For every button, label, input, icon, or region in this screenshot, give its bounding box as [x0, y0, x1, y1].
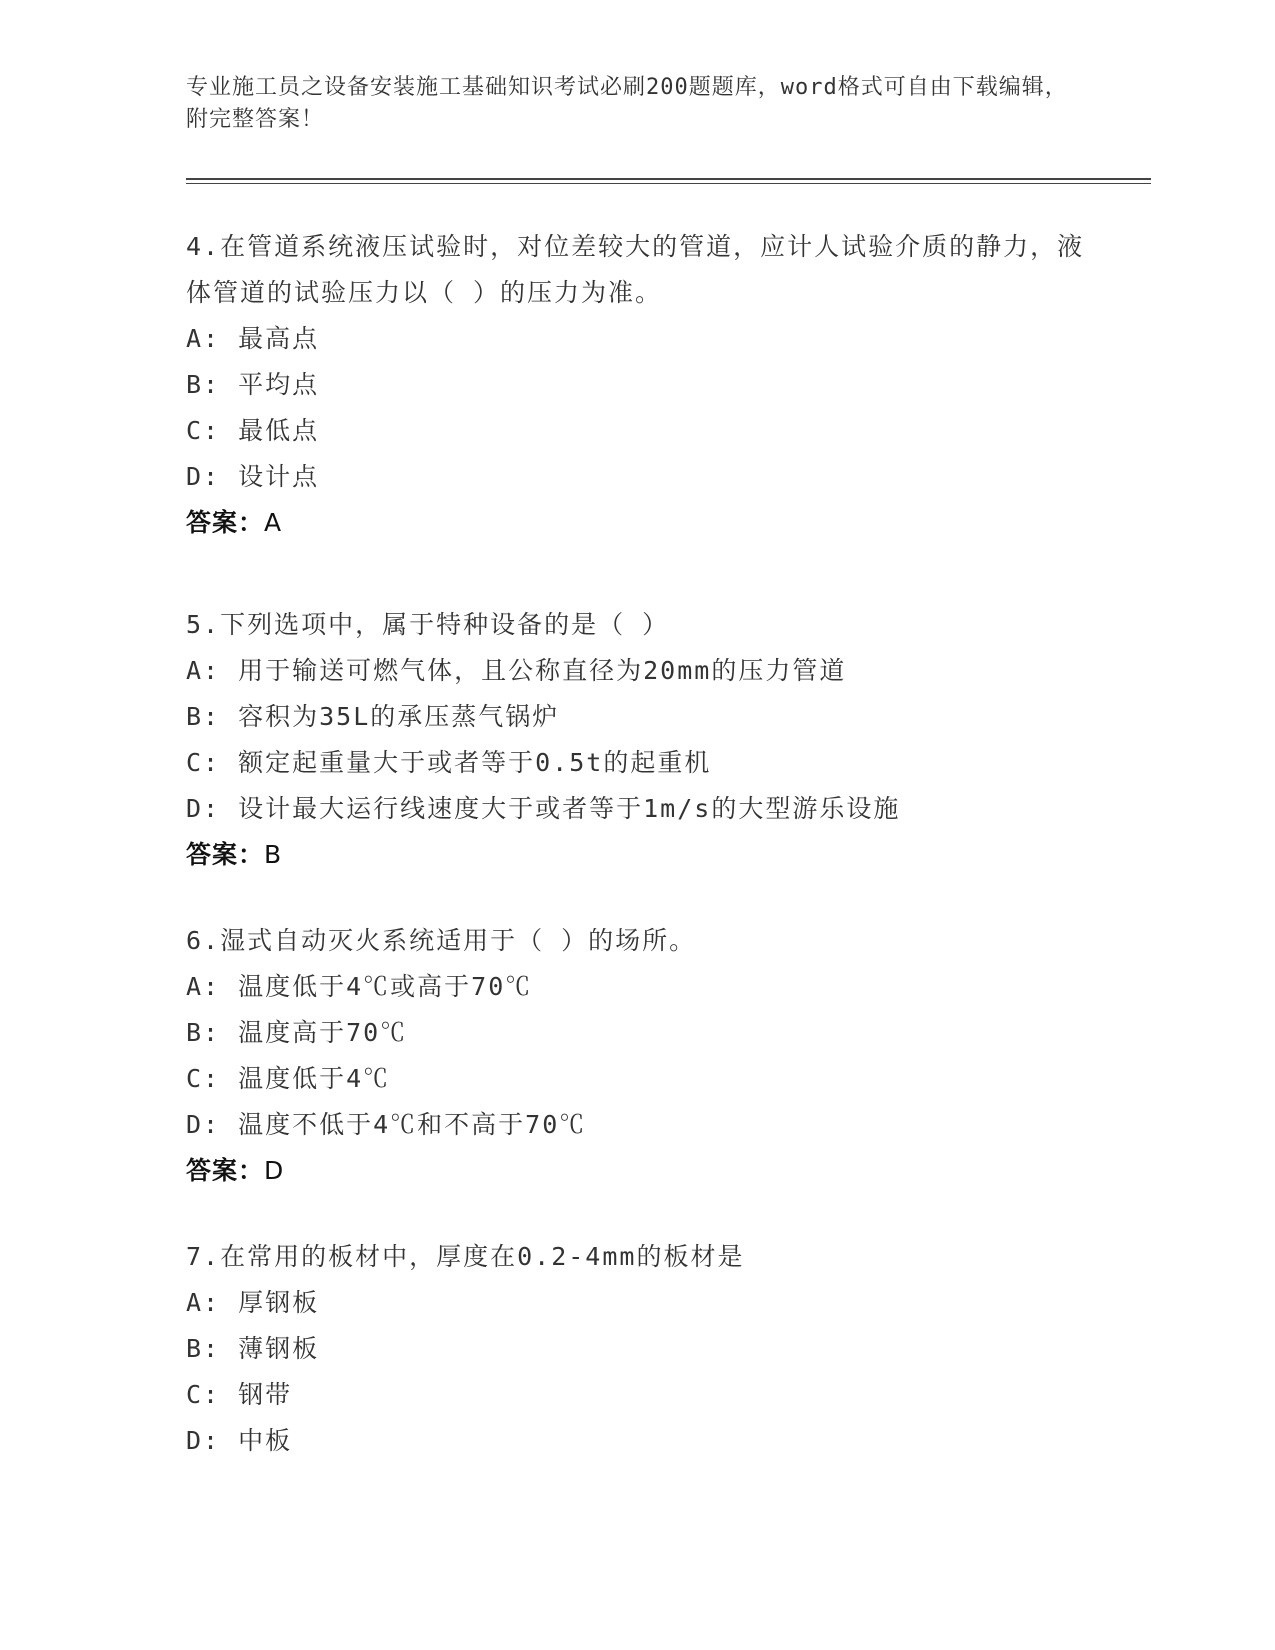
option-text: 用于输送可燃气体，且公称直径为20mm的压力管道: [238, 656, 847, 685]
question-7: [186, 1234, 1086, 1464]
option-key: A:: [186, 1288, 221, 1317]
option-b: [186, 362, 1086, 408]
answer-label: 答案：: [186, 1156, 265, 1185]
question-stem: 4.在管道系统液压试验时，对位差较大的管道，应计人试验介质的静力，液体管道的试验压力以（ ）的压力为准。: [186, 232, 1085, 307]
option-text: 温度低于4℃或高于70℃: [238, 972, 533, 1001]
option-key: B:: [186, 1334, 221, 1363]
question-stem: 7.在常用的板材中，厚度在0.2-4mm的板材是: [186, 1242, 745, 1271]
answer-value: A: [264, 508, 283, 537]
option-text: 钢带: [238, 1380, 293, 1409]
option-text: 最高点: [238, 324, 320, 353]
answer-line: [186, 1148, 1086, 1194]
document-header: [186, 72, 1086, 136]
question-5: [186, 602, 1086, 878]
header-divider-thin: [186, 183, 1151, 184]
option-text: 平均点: [238, 370, 320, 399]
question-stem: 6.湿式自动灭火系统适用于（ ）的场所。: [186, 926, 697, 955]
answer-label: 答案：: [186, 508, 265, 537]
option-c: [186, 740, 1086, 786]
answer-label: 答案：: [186, 840, 265, 869]
question-4: [186, 224, 1086, 546]
option-key: B:: [186, 1018, 221, 1047]
option-key: C:: [186, 1064, 221, 1093]
option-b: [186, 694, 1086, 740]
option-c: [186, 1372, 1086, 1418]
option-text: 容积为35L的承压蒸气锅炉: [238, 702, 560, 731]
option-key: D:: [186, 462, 221, 491]
answer-value: D: [264, 1156, 285, 1185]
question-stem: 5.下列选项中，属于特种设备的是（ ）: [186, 610, 670, 639]
option-key: C:: [186, 416, 221, 445]
option-d: [186, 1418, 1086, 1464]
option-a: [186, 648, 1086, 694]
option-text: 薄钢板: [238, 1334, 320, 1363]
option-c: [186, 408, 1086, 454]
question-6: [186, 918, 1086, 1194]
option-text: 温度高于70℃: [238, 1018, 408, 1047]
option-a: [186, 1280, 1086, 1326]
answer-value: B: [264, 840, 283, 869]
option-key: D:: [186, 794, 221, 823]
option-text: 温度低于4℃: [238, 1064, 391, 1093]
option-a: [186, 964, 1086, 1010]
option-text: 中板: [238, 1426, 293, 1455]
option-b: [186, 1326, 1086, 1372]
option-text: 最低点: [238, 416, 320, 445]
header-title: 专业施工员之设备安装施工基础知识考试必刷200题题库，word格式可自由下载编辑，附完整答案！: [186, 75, 1068, 132]
option-d: [186, 786, 1086, 832]
option-b: [186, 1010, 1086, 1056]
option-text: 设计最大运行线速度大于或者等于1m/s的大型游乐设施: [238, 794, 901, 823]
option-a: [186, 316, 1086, 362]
option-key: A:: [186, 324, 221, 353]
option-key: B:: [186, 702, 221, 731]
option-text: 温度不低于4℃和不高于70℃: [238, 1110, 587, 1139]
answer-line: [186, 500, 1086, 546]
option-key: B:: [186, 370, 221, 399]
answer-line: [186, 832, 1086, 878]
option-key: D:: [186, 1426, 221, 1455]
option-d: [186, 1102, 1086, 1148]
header-divider-thick: [186, 178, 1151, 180]
option-key: D:: [186, 1110, 221, 1139]
option-key: C:: [186, 1380, 221, 1409]
option-text: 厚钢板: [238, 1288, 320, 1317]
option-d: [186, 454, 1086, 500]
option-text: 额定起重量大于或者等于0.5t的起重机: [238, 748, 712, 777]
option-key: A:: [186, 656, 221, 685]
option-key: C:: [186, 748, 221, 777]
option-c: [186, 1056, 1086, 1102]
option-key: A:: [186, 972, 221, 1001]
option-text: 设计点: [238, 462, 320, 491]
